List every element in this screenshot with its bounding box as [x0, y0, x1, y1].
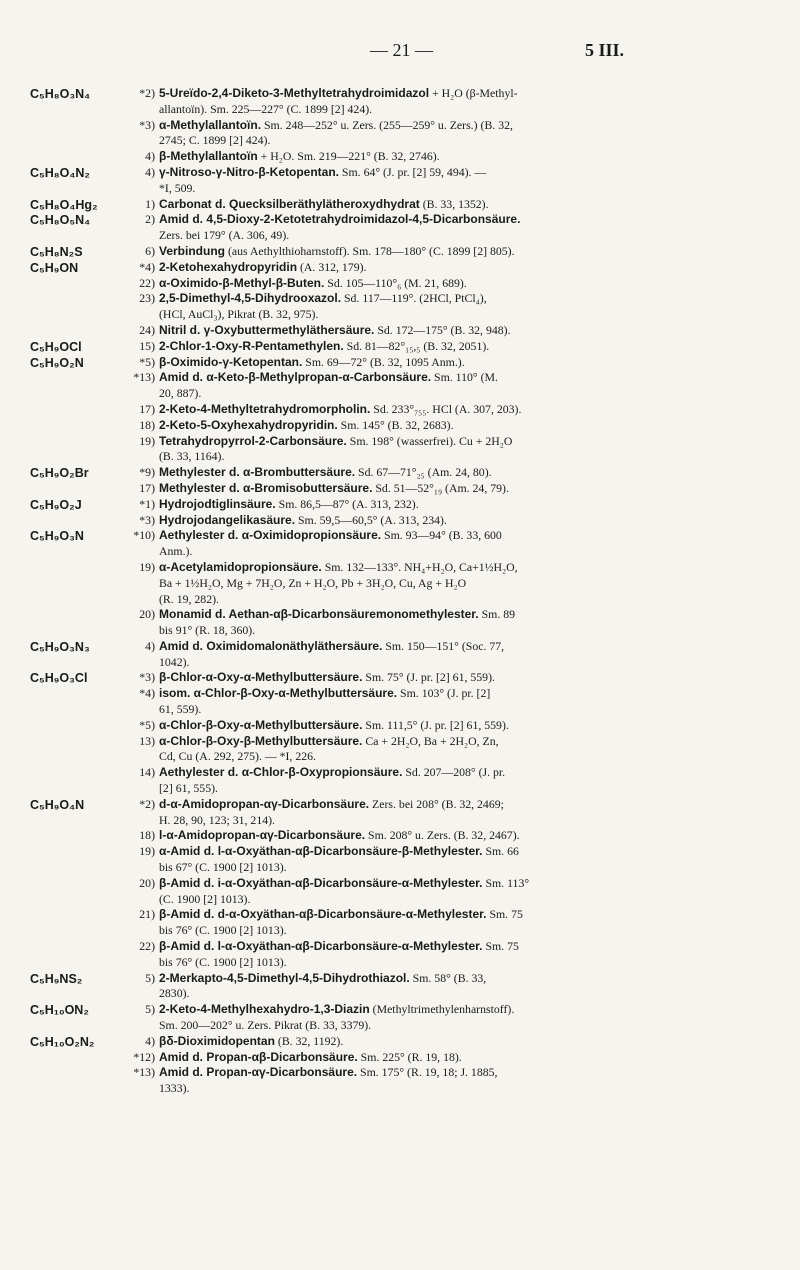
entry-number: 17): [139, 480, 155, 495]
formula-group: [30, 497, 780, 529]
entry-number: *2): [139, 86, 155, 100]
formula-text: C₅H₉NS₂: [30, 971, 83, 986]
continuation-line: Cd, Cu (A. 292, 275). — *I, 226.: [159, 749, 316, 764]
compound-name: Monamid d. Aethan-αβ-Dicarbonsäuremonomethylester.: [159, 607, 479, 622]
compound-details: Sd. 105—110°₆ (M. 21, 689).: [324, 275, 467, 290]
compound-name: 2-Keto-5-Oxyhexahydropyridin.: [159, 417, 338, 432]
compound-entry: [129, 291, 780, 323]
formula-text: C₅H₁₀ON₂: [30, 1003, 89, 1018]
entry-number: 20): [139, 607, 155, 622]
entry-list: [129, 339, 780, 355]
continuation-line: 1042).: [159, 654, 190, 669]
compound-entry: [129, 465, 780, 481]
entry-number: *3): [139, 670, 155, 685]
compound-entry: [129, 844, 780, 876]
compound-entry: [129, 513, 780, 529]
continuation-line: (HCl, AuCl₃), Pikrat (B. 32, 975).: [159, 307, 319, 322]
compound-entry: [129, 355, 780, 371]
compound-name: 2-Keto-4-Methyltetrahydromorpholin.: [159, 401, 371, 416]
entry-list: [129, 497, 780, 529]
compound-details: Sm. 75: [486, 907, 523, 922]
entry-number: *4): [139, 259, 155, 274]
formula-text: C₅H₉O₂Br: [30, 466, 89, 481]
compound-details: Sm. 89: [478, 607, 516, 622]
compound-name: β-Oximido-γ-Ketopentan.: [159, 354, 303, 369]
compound-details: Sm. 175° (R. 19, 18; J. 1885,: [357, 1065, 498, 1080]
formula-text: C₅H₉O₂N: [30, 355, 84, 370]
compound-name: l-α-Amidopropan-αγ-Dicarbonsäure.: [159, 828, 366, 843]
continuation-line: (R. 19, 282).: [159, 591, 219, 606]
compound-entry: [129, 481, 780, 497]
compound-details: Sm. 103° (J. pr. [2]: [397, 686, 491, 701]
formula-group: [30, 260, 780, 339]
compound-entry: [129, 197, 780, 213]
entry-list: [129, 528, 780, 639]
entry-list: [129, 355, 780, 466]
entry-number: 22): [139, 939, 155, 954]
compound-details: Sm. 66: [482, 844, 519, 859]
compound-details: Sm. 248—252° u. Zers. (255—259° u. Zers.) (B. 32,: [261, 117, 513, 132]
entry-number: 4): [145, 164, 155, 179]
formula-text: C₅H₉O₃Cl: [30, 671, 88, 686]
compound-name: α-Methylallantoïn.: [159, 117, 262, 132]
compound-entry: [129, 907, 780, 939]
compound-name: β-Amid d. l-α-Oxyäthan-αβ-Dicarbonsäure-α-Methylester.: [159, 939, 483, 954]
molecular-formula: [30, 212, 128, 228]
entry-number: *12): [133, 1049, 155, 1064]
entry-number: *2): [139, 796, 155, 811]
formula-text: C₅H₈N₂S: [30, 244, 83, 259]
continuation-line: (B. 33, 1164).: [159, 449, 225, 464]
compound-name: γ-Nitroso-γ-Nitro-β-Ketopentan.: [159, 164, 339, 179]
compound-details: Sd. 117—119°. (2HCl, PtCl₄),: [341, 291, 487, 306]
continuation-line: allantoïn). Sm. 225—227° (C. 1899 [2] 424).: [159, 101, 373, 116]
compound-details: Sm. 75: [482, 939, 519, 954]
compound-name: Methylester d. α-Bromisobuttersäure.: [159, 480, 373, 495]
formula-group: [30, 1034, 780, 1097]
compound-name: d-α-Amidopropan-αγ-Dicarbonsäure.: [159, 796, 370, 811]
formula-group: [30, 670, 780, 796]
entry-number: 1): [145, 196, 155, 211]
compound-name: Hydrojodangelikasäure.: [159, 512, 296, 527]
compound-details: + H₂O. Sm. 219—221° (B. 32, 2746).: [257, 149, 440, 164]
compound-entry: [129, 1050, 780, 1066]
formula-text: C₅H₁₀O₂N₂: [30, 1034, 95, 1049]
compound-name: Amid d. 4,5-Dioxy-2-Ketotetrahydroimidazol-4,5-Dicarbonsäure.: [159, 212, 521, 227]
formula-text: C₅H₉O₂J: [30, 497, 82, 512]
compound-name: β-Chlor-α-Oxy-α-Methylbuttersäure.: [159, 670, 363, 685]
entry-number: 6): [145, 243, 155, 258]
compound-entry: [129, 260, 780, 276]
continuation-line: 61, 559).: [159, 702, 202, 717]
compound-entry: [129, 323, 780, 339]
compound-entry: [129, 1065, 780, 1097]
continuation-line: bis 76° (C. 1900 [2] 1013).: [159, 923, 287, 938]
entry-number: 18): [139, 417, 155, 432]
continuation-line: Zers. bei 179° (A. 306, 49).: [159, 228, 290, 243]
compound-details: Sm. 225° (R. 19, 18).: [357, 1049, 462, 1064]
formula-text: C₅H₈O₅N₄: [30, 213, 91, 228]
entry-number: 19): [139, 433, 155, 448]
compound-details: Sd. 172—175° (B. 32, 948).: [374, 322, 511, 337]
compound-entry: [129, 1034, 780, 1050]
compound-name: Methylester d. α-Brombuttersäure.: [159, 465, 356, 480]
continuation-line: H. 28, 90, 123; 31, 214).: [159, 812, 275, 827]
compound-details: Sm. 111,5° (J. pr. [2] 61, 559).: [362, 717, 509, 732]
compound-name: 2-Chlor-1-Oxy-R-Pentamethylen.: [159, 338, 344, 353]
compound-name: β-Amid d. i-α-Oxyäthan-αβ-Dicarbonsäure-α-Methylester.: [159, 875, 483, 890]
entry-list: [129, 86, 780, 165]
compound-details: Sm. 110° (M.: [431, 370, 498, 385]
molecular-formula: [30, 355, 128, 371]
formula-text: C₅H₈O₃N₄: [30, 87, 91, 101]
continuation-line: bis 76° (C. 1900 [2] 1013).: [159, 954, 287, 969]
compound-details: + H₂O (β-Methyl-: [429, 86, 518, 100]
molecular-formula: [30, 1002, 128, 1018]
formula-group: [30, 197, 780, 213]
compound-details: Sm. 198° (wasserfrei). Cu + 2H₂O: [346, 433, 513, 448]
compound-entry: [129, 402, 780, 418]
compound-entry: [129, 686, 780, 718]
compound-entry: [129, 670, 780, 686]
entry-number: 21): [139, 907, 155, 922]
continuation-line: Sm. 200—202° u. Zers. Pikrat (B. 33, 3379).: [159, 1018, 372, 1033]
compound-details: Sm. 59,5—60,5° (A. 313, 234).: [295, 512, 447, 527]
entry-list: [129, 1034, 780, 1097]
entry-number: 5): [145, 1002, 155, 1017]
molecular-formula: [30, 260, 128, 276]
entry-list: [129, 165, 780, 197]
compound-entry: [129, 86, 780, 118]
compound-name: Verbindung: [159, 243, 225, 258]
entry-number: *1): [139, 496, 155, 511]
molecular-formula: [30, 86, 128, 102]
molecular-formula: [30, 465, 128, 481]
molecular-formula: [30, 244, 128, 260]
formula-group: [30, 165, 780, 197]
entry-number: 17): [139, 401, 155, 416]
entry-number: 4): [145, 1033, 155, 1048]
compound-name: 5-Ureïdo-2,4-Diketo-3-Methyltetrahydroimidazol: [159, 86, 430, 100]
entry-number: 14): [139, 765, 155, 780]
compound-entry: [129, 244, 780, 260]
compound-name: α-Chlor-β-Oxy-β-Methylbuttersäure.: [159, 733, 363, 748]
entry-number: *9): [139, 465, 155, 480]
molecular-formula: [30, 165, 128, 181]
continuation-line: Anm.).: [159, 544, 193, 559]
formula-group: [30, 528, 780, 639]
continuation-line: bis 67° (C. 1900 [2] 1013).: [159, 860, 287, 875]
compound-name: Nitril d. γ-Oxybuttermethyläthersäure.: [159, 322, 375, 337]
entry-list: [129, 244, 780, 260]
compound-name: Amid d. Oximidomalonäthyläthersäure.: [159, 638, 383, 653]
continuation-line: 2830).: [159, 986, 190, 1001]
compound-name: βδ-Dioximidopentan: [159, 1033, 275, 1048]
entry-number: 22): [139, 275, 155, 290]
formula-group: [30, 797, 780, 971]
compound-entry: [129, 370, 780, 402]
section-label: 5 III.: [585, 40, 625, 60]
molecular-formula: [30, 670, 128, 686]
compound-name: 2-Merkapto-4,5-Dimethyl-4,5-Dihydrothiazol.: [159, 970, 410, 985]
molecular-formula: [30, 497, 128, 513]
continuation-line: [2] 61, 555).: [159, 781, 218, 796]
compound-name: β-Amid d. d-α-Oxyäthan-αβ-Dicarbonsäure-α-Methylester.: [159, 907, 487, 922]
compound-details: Sd. 207—208° (J. pr.: [402, 765, 506, 780]
compound-entry: [129, 528, 780, 560]
compound-name: Amid d. Propan-αβ-Dicarbonsäure.: [159, 1049, 358, 1064]
compound-entry: [129, 971, 780, 1003]
molecular-formula: [30, 528, 128, 544]
formula-text: C₅H₉O₄N: [30, 797, 85, 812]
compound-details: (B. 33, 1352).: [419, 196, 489, 211]
compound-entry: [129, 876, 780, 908]
compound-entry: [129, 149, 780, 165]
compound-entry: [129, 165, 780, 197]
compound-entry: [129, 734, 780, 766]
compound-details: (A. 312, 179).: [297, 259, 367, 274]
molecular-formula: [30, 971, 128, 987]
continuation-line: (C. 1900 [2] 1013).: [159, 891, 251, 906]
entry-list: [129, 465, 780, 497]
entry-number: *10): [133, 528, 155, 543]
compound-details: Sd. 81—82°₁₅,₅ (B. 32, 2051).: [343, 338, 490, 353]
compound-entry: [129, 497, 780, 513]
entry-list: [129, 639, 780, 671]
compound-name: α-Chlor-β-Oxy-α-Methylbuttersäure.: [159, 717, 363, 732]
entry-list: [129, 1002, 780, 1034]
compound-details: (B. 32, 1192).: [274, 1033, 344, 1048]
compound-entry: [129, 339, 780, 355]
continuation-line: 2745; C. 1899 [2] 424).: [159, 133, 271, 148]
compound-name: Aethylester d. α-Oximidopropionsäure.: [159, 528, 382, 543]
compound-name: 2-Keto-4-Methylhexahydro-1,3-Diazin: [159, 1002, 370, 1017]
page-header: [0, 40, 800, 62]
entry-number: 4): [145, 638, 155, 653]
formula-group: [30, 86, 780, 165]
entry-number: 19): [139, 559, 155, 574]
compound-name: 2,5-Dimethyl-4,5-Dihydrooxazol.: [159, 291, 342, 306]
compound-details: Sd. 233°₇₅₅. HCl (A. 307, 203).: [370, 401, 522, 416]
compound-name: isom. α-Chlor-β-Oxy-α-Methylbuttersäure.: [159, 686, 398, 701]
formula-group: [30, 212, 780, 244]
compound-entry: [129, 765, 780, 797]
entry-number: *5): [139, 354, 155, 369]
compound-name: β-Methylallantoïn: [159, 149, 258, 164]
entry-number: *3): [139, 117, 155, 132]
formula-group: [30, 465, 780, 497]
entry-number: 19): [139, 844, 155, 859]
compound-name: α-Acetylamidopropionsäure.: [159, 559, 322, 574]
formula-text: C₅H₉ON: [30, 260, 79, 275]
compound-entry: [129, 639, 780, 671]
formula-group: [30, 1002, 780, 1034]
compound-details: Zers. bei 208° (B. 32, 2469;: [369, 796, 504, 811]
formula-group: [30, 339, 780, 355]
compound-details: Sd. 51—52°₁₉ (Am. 24, 79).: [372, 480, 509, 495]
formula-text: C₅H₈O₄N₂: [30, 165, 90, 180]
entry-number: *3): [139, 512, 155, 527]
compound-entry: [129, 418, 780, 434]
entry-number: 4): [145, 149, 155, 164]
compound-details: Sm. 113°: [482, 875, 530, 890]
entry-number: 20): [139, 875, 155, 890]
compound-entry: [129, 797, 780, 829]
compound-details: (Methyltrimethylenharnstoff).: [369, 1002, 515, 1017]
compound-details: Sm. 86,5—87° (A. 313, 232).: [275, 496, 419, 511]
compound-details: Sm. 93—94° (B. 33, 600: [381, 528, 502, 543]
formula-group: [30, 971, 780, 1003]
entry-number: 13): [139, 733, 155, 748]
compound-details: Sm. 75° (J. pr. [2] 61, 559).: [362, 670, 495, 685]
compound-details: Sm. 208° u. Zers. (B. 32, 2467).: [365, 828, 520, 843]
entry-list: [129, 212, 780, 244]
entry-number: *4): [139, 686, 155, 701]
molecular-formula: [30, 339, 128, 355]
compound-details: Sm. 150—151° (Soc. 77,: [382, 638, 505, 653]
continuation-line: *I, 509.: [159, 180, 196, 195]
entry-number: 5): [145, 970, 155, 985]
formula-text: C₅H₉O₃N₃: [30, 639, 90, 654]
compound-details: Ca + 2H₂O, Ba + 2H₂O, Zn,: [362, 733, 499, 748]
molecular-formula: [30, 197, 128, 213]
entry-number: 2): [145, 212, 155, 227]
compound-name: Aethylester d. α-Chlor-β-Oxypropionsäure.: [159, 765, 403, 780]
continuation-line: 1333).: [159, 1081, 190, 1096]
formula-group: [30, 355, 780, 466]
compound-entry: [129, 607, 780, 639]
compound-name: α-Oximido-β-Methyl-β-Buten.: [159, 275, 325, 290]
entry-number: *5): [139, 717, 155, 732]
formula-group: [30, 244, 780, 260]
compound-name: Tetrahydropyrrol-2-Carbonsäure.: [159, 433, 347, 448]
entry-list: [129, 797, 780, 971]
compound-entry: [129, 434, 780, 466]
continuation-line: bis 91° (R. 18, 360).: [159, 623, 256, 638]
compound-name: α-Amid d. l-α-Oxyäthan-αβ-Dicarbonsäure-β-Methylester.: [159, 844, 483, 859]
compound-entry: [129, 118, 780, 150]
formula-text: C₅H₉O₃N: [30, 529, 84, 544]
compound-entry: [129, 560, 780, 607]
compound-entry: [129, 276, 780, 292]
entry-list: [129, 971, 780, 1003]
compound-entry: [129, 828, 780, 844]
formula-group: [30, 639, 780, 671]
entry-list: [129, 260, 780, 339]
compound-details: Sm. 64° (J. pr. [2] 59, 494). —: [338, 164, 487, 179]
entry-number: 24): [139, 322, 155, 337]
molecular-formula: [30, 797, 128, 813]
compound-entry: [129, 1002, 780, 1034]
entry-number: *13): [133, 1065, 155, 1080]
compound-details: Sm. 69—72° (B. 32, 1095 Anm.).: [302, 354, 465, 369]
molecular-formula: [30, 1034, 128, 1050]
compound-details: Sm. 145° (B. 32, 2683).: [337, 417, 454, 432]
molecular-formula: [30, 639, 128, 655]
compound-details: Sm. 132—133°. NH₄+H₂O, Ca+1½H₂O,: [321, 559, 518, 574]
compound-entry: [129, 718, 780, 734]
compound-details: Sd. 67—71°₂₅ (Am. 24, 80).: [355, 465, 492, 480]
continuation-line: Ba + 1½H₂O, Mg + 7H₂O, Zn + H₂O, Pb + 3H₂O, Cu, Ag + H₂O: [159, 575, 467, 590]
compound-details: (aus Aethylthioharnstoff). Sm. 178—180° (C. 1899 [2] 805).: [225, 243, 515, 258]
compound-name: Amid d. Propan-αγ-Dicarbonsäure.: [159, 1065, 358, 1080]
compound-name: Carbonat d. Quecksilberäthylätheroxydhydrat: [159, 196, 420, 211]
formula-text: C₅H₈O₄Hg₂: [30, 197, 98, 212]
compound-name: 2-Ketohexahydropyridin: [159, 259, 298, 274]
formula-text: C₅H₉OCl: [30, 339, 82, 354]
compound-listing: [30, 86, 780, 1097]
compound-name: Amid d. α-Keto-β-Methylpropan-α-Carbonsäure.: [159, 370, 432, 385]
entry-list: [129, 670, 780, 796]
compound-name: Hydrojodtiglinsäure.: [159, 496, 276, 511]
entry-number: 15): [139, 338, 155, 353]
page-number: — 21 —: [370, 40, 433, 60]
compound-entry: [129, 939, 780, 971]
compound-entry: [129, 212, 780, 244]
compound-details: Sm. 58° (B. 33,: [409, 970, 487, 985]
entry-list: [129, 197, 780, 213]
entry-number: 23): [139, 291, 155, 306]
entry-number: 18): [139, 828, 155, 843]
entry-number: *13): [133, 370, 155, 385]
continuation-line: 20, 887).: [159, 386, 202, 401]
